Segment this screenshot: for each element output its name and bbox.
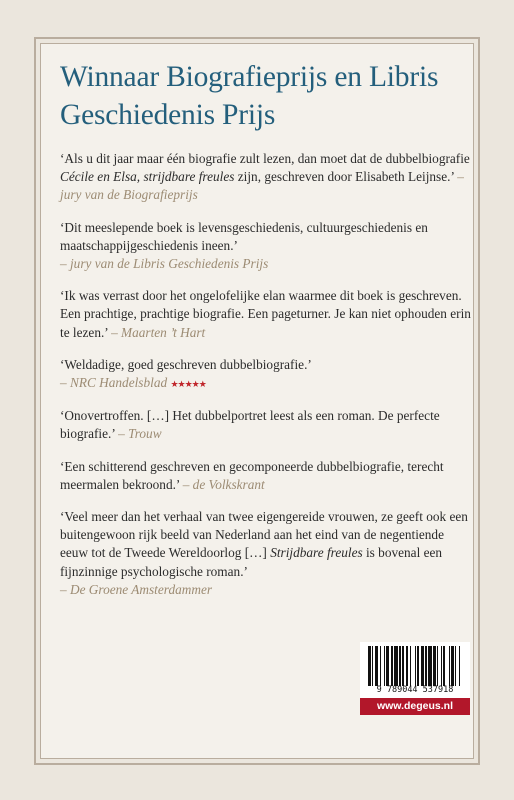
quote-text: ‘Weldadige, goed geschreven dubbelbiografie.’	[60, 356, 312, 372]
quote-text: ‘Onovertroffen. […] Het dubbelportret leest als een roman. De perfecte biografie.’	[60, 408, 440, 442]
quote-source: – Trouw	[118, 426, 162, 442]
quote-groene	[60, 508, 472, 599]
barcode	[360, 642, 470, 698]
back-cover-text	[60, 58, 472, 613]
quote-trouw	[60, 407, 472, 443]
book-title: Strijdbare freules	[270, 545, 363, 561]
publisher-url[interactable]: www.degeus.nl	[360, 698, 470, 715]
quote-text: ‘Als u dit jaar maar één biografie zult lezen, dan moet dat de dubbelbiografie	[60, 151, 470, 166]
quote-text: is bovenal een fijnzinnige psychologische roman.’	[60, 545, 443, 579]
quote-nrc	[60, 356, 472, 393]
isbn-number: 9 789044 537918	[376, 685, 454, 695]
quote-source: – De Groene Amsterdammer	[60, 581, 213, 597]
barcode-bars	[368, 646, 462, 686]
quote-text: ‘Dit meeslepende boek is levensgeschiedenis, cultuurgeschiedenis en maatschappijgeschiedenis ineen.’	[60, 219, 428, 253]
quote-text: ‘Een schitterend geschreven en gecomponeerde dubbelbiografie, terecht meermalen bekroond.’	[60, 458, 444, 492]
quote-source: – de Volkskrant	[182, 476, 265, 492]
quote-biografieprijs	[60, 150, 472, 205]
quote-source: – jury van de Biografieprijs	[60, 169, 464, 203]
quote-volkskrant	[60, 458, 472, 494]
star-rating: ★★★★★	[170, 379, 206, 390]
quote-source: – jury van de Libris Geschiedenis Prijs	[60, 256, 269, 272]
book-title: Cécile en Elsa, strijdbare freules	[60, 169, 235, 185]
quote-t-hart	[60, 287, 472, 342]
barcode-bar	[460, 646, 461, 686]
quote-text: zijn, geschreven door Elisabeth Leijnse.’	[234, 169, 454, 185]
headline: Winnaar Biografieprijs en Libris Geschiedenis Prijs	[60, 61, 439, 131]
quote-source: – NRC Handelsblad	[60, 375, 168, 391]
quote-text: ‘Ik was verrast door het ongelofelijke elan waarmee dit boek is geschreven. Een prachtige, prachtige biografie. Een pageturner. Je kan niet ophouden erin te lezen.’	[60, 288, 471, 340]
quote-text: ‘Veel meer dan het verhaal van twee eigengereide vrouwen, ze geeft ook een buitengewoon rijk beeld van Nederland aan het eind van de negentiende eeuw tot de Tweede Wereldoorlog […]	[60, 509, 468, 561]
quote-source: – Maarten ’t Hart	[111, 324, 206, 340]
quote-libris	[60, 219, 472, 274]
